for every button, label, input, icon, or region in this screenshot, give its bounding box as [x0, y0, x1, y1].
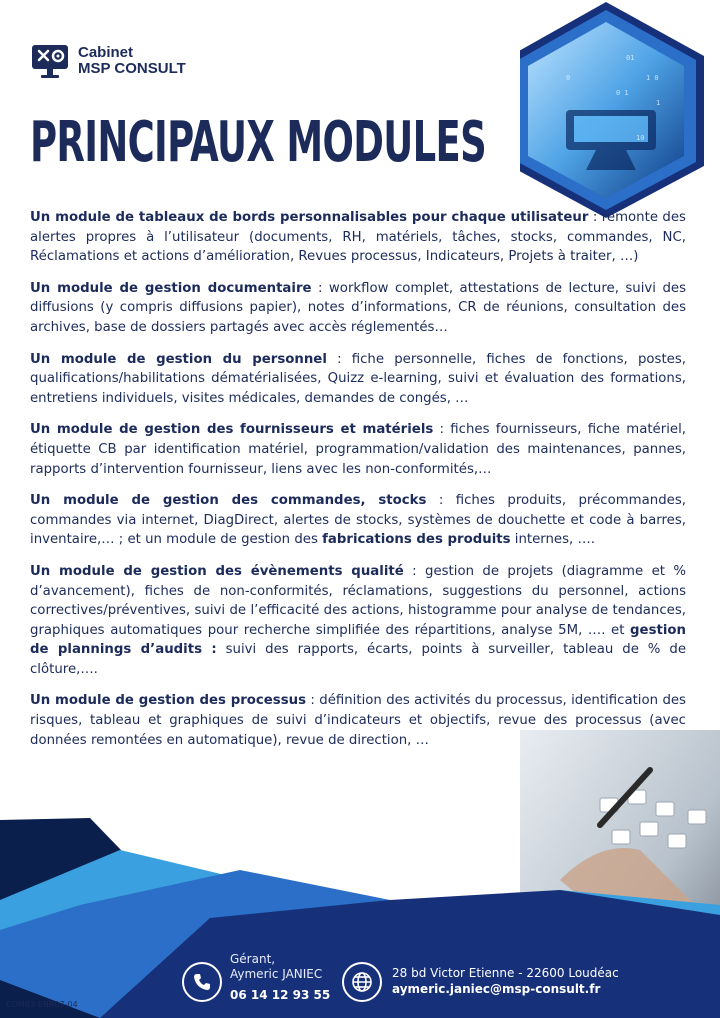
modules-list [30, 208, 686, 762]
phone-number[interactable]: 06 14 12 93 55 [230, 988, 331, 1002]
page-title: PRINCIPAUX MODULES [30, 110, 487, 175]
svg-text:1 0: 1 0 [646, 74, 659, 82]
svg-text:0: 0 [566, 74, 571, 82]
module-personnel [30, 350, 686, 409]
module-orders-stocks [30, 491, 686, 550]
module-description: : fiche personnelle, fiches de fonctions, postes, qualifications/habilitations dématérialisées, Quizz e-learning, suivi et évaluation des formations, entretiens individuels, visites médicales, demandes de congés, … [30, 351, 686, 406]
email-link[interactable]: aymeric.janiec@msp-consult.fr [392, 982, 601, 996]
manager-info [230, 952, 322, 982]
manager-label: Gérant, [230, 952, 276, 966]
module-description: : gestion de projets (diagramme et % d’avancement), fiches de non-conformités, réclamations, suggestions du personnel, actions correctives/préventives, suivi de l’efficacité des actions, histogramme pour analyse de tendances, graphiques automatiques pour recherche simplifiée des répartitions, analyse 5M, …. et [30, 563, 686, 638]
svg-text:01: 01 [626, 54, 635, 62]
module-documents [30, 279, 686, 338]
svg-text:10: 10 [636, 134, 645, 142]
module-title: Un module de tableaux de bords personnalisables pour chaque utilisateur [30, 210, 589, 225]
svg-text:0 1: 0 1 [616, 89, 629, 97]
footer-contact [0, 950, 720, 1010]
document-reference: COM03-ENR07-04 [6, 1000, 78, 1009]
module-description: : définition des activités du processus, identification des risques, tableau et graphiques de suivi d’indicateurs et objectifs, revue des processus (avec données remontées en automatique), revue de direction, … [30, 693, 686, 748]
svg-text:1: 1 [656, 99, 661, 107]
logo-text [78, 45, 186, 77]
module-title: Un module de gestion du personnel [30, 351, 327, 367]
module-title: Un module de gestion des commandes, stocks [30, 493, 427, 509]
module-description-end: suivi des rapports, écarts, points à surveiller, tableau de % de clôture,…. [30, 642, 686, 677]
company-logo [30, 42, 186, 80]
module-title: Un module de gestion des évènements qualité [30, 563, 404, 579]
globe-icon[interactable] [342, 962, 382, 1002]
module-description: : workflow complet, attestations de lecture, suivi des diffusions (y compris diffusions papier), notes d’informations, CR de réunions, consultation des archives, base de dossiers partagés avec accès réglementés… [30, 280, 686, 335]
module-description: : fiches fournisseurs, fiche matériel, étiquette CB par identification matériel, programmation/validation des maintenances, pannes, rapports d’intervention fournisseur, liens avec les non-conformités,… [30, 422, 686, 477]
manager-name: Aymeric JANIEC [230, 967, 323, 981]
module-subtitle: fabrications des produits [322, 532, 511, 548]
module-quality-events [30, 562, 686, 680]
module-dashboard [30, 208, 686, 267]
module-subtitle: gestion de plannings d’audits : [30, 622, 686, 658]
postal-address: 28 bd Victor Etienne - 22600 Loudéac [392, 966, 619, 980]
module-description-end: internes, …. [510, 532, 596, 548]
hexagon-photo [520, 0, 720, 220]
logo-line-2: MSP CONSULT [78, 60, 186, 77]
module-title: Un module de gestion documentaire [30, 280, 312, 296]
module-title: Un module de gestion des processus [30, 693, 307, 709]
monitor-tools-icon [30, 42, 70, 80]
module-suppliers [30, 420, 686, 479]
module-title: Un module de gestion des fournisseurs et matériels [30, 422, 434, 438]
module-description: : fiches produits, précommandes, commandes via internet, DiagDirect, alertes de stocks, systèmes de douchette et code à barres, inventaire,… ; et un module de gestion des [30, 493, 686, 548]
logo-line-1: Cabinet [78, 44, 134, 61]
module-description: : remonte des alertes propres à l’utilisateur (documents, RH, matériels, tâches, stocks, commandes, NC, Réclamations et actions d’amélioration, Revues processus, Indicateurs, Projets à traiter, …) [30, 210, 686, 265]
phone-icon[interactable] [182, 962, 222, 1002]
